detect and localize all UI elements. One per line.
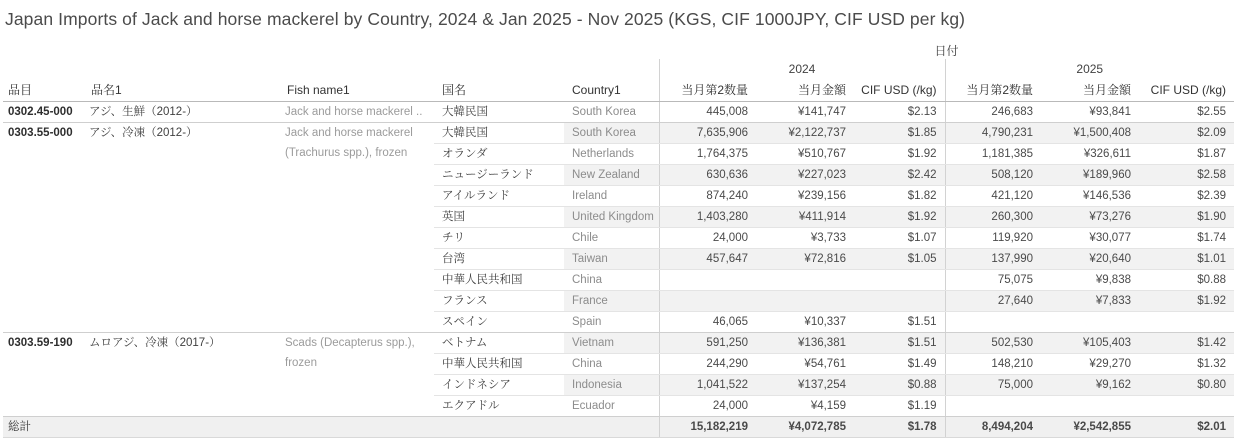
col-header-qty-2025[interactable]: 当月第2数量 — [945, 79, 1041, 101]
qty-cell-2025[interactable]: 119,920 — [945, 227, 1041, 248]
qty-cell-2024[interactable] — [659, 269, 756, 290]
col-header-cif-usd-2024[interactable]: CIF USD (/kg) — [854, 79, 945, 101]
cif-usd-cell-2024[interactable]: $1.49 — [854, 353, 945, 374]
qty-cell-2025[interactable]: 148,210 — [945, 353, 1041, 374]
cif-usd-cell-2025[interactable]: $1.87 — [1139, 143, 1234, 164]
amount-cell-2024[interactable]: ¥141,747 — [756, 101, 854, 122]
amount-cell-2024[interactable]: ¥4,159 — [756, 395, 854, 416]
grand-total-label[interactable]: 総計 — [3, 416, 659, 437]
qty-cell-2024[interactable]: 1,041,522 — [659, 374, 756, 395]
cif-usd-cell-2024[interactable]: $1.51 — [854, 311, 945, 332]
cif-usd-cell-2024[interactable]: $0.88 — [854, 374, 945, 395]
qty-cell-2024[interactable]: 630,636 — [659, 164, 756, 185]
amount-cell-2025[interactable]: ¥9,162 — [1041, 374, 1139, 395]
cif-usd-cell-2025[interactable]: $1.01 — [1139, 248, 1234, 269]
amount-cell-2024[interactable]: ¥239,156 — [756, 185, 854, 206]
year-2024-header[interactable]: 2024 — [659, 59, 945, 79]
amount-cell-2024[interactable]: ¥136,381 — [756, 332, 854, 353]
column-header-row — [3, 79, 1234, 101]
cif-usd-cell-2024[interactable]: $1.92 — [854, 143, 945, 164]
amount-cell-2024[interactable]: ¥2,122,737 — [756, 122, 854, 143]
cif-usd-cell-2025[interactable]: $0.80 — [1139, 374, 1234, 395]
qty-cell-2025[interactable]: 260,300 — [945, 206, 1041, 227]
qty-cell-2025[interactable]: 4,790,231 — [945, 122, 1041, 143]
amount-cell-2025[interactable] — [1041, 311, 1139, 332]
col-header-country-jp[interactable]: 国名 — [434, 79, 564, 101]
col-header-qty-2024[interactable]: 当月第2数量 — [659, 79, 756, 101]
country-en-cell[interactable]: South Korea — [564, 101, 659, 122]
country-jp-cell[interactable]: オランダ — [434, 143, 564, 164]
qty-cell-2025[interactable]: 502,530 — [945, 332, 1041, 353]
item-code-cell[interactable]: 0302.45-000 — [3, 101, 86, 122]
amount-cell-2025[interactable]: ¥30,077 — [1041, 227, 1139, 248]
qty-cell-2025[interactable]: 75,075 — [945, 269, 1041, 290]
cif-usd-cell-2025[interactable]: $1.74 — [1139, 227, 1234, 248]
cif-usd-cell-2024[interactable] — [854, 269, 945, 290]
amount-cell-2025[interactable]: ¥7,833 — [1041, 290, 1139, 311]
total-qty-cell-2024[interactable]: 15,182,219 — [659, 416, 756, 437]
amount-cell-2024[interactable]: ¥72,816 — [756, 248, 854, 269]
amount-cell-2024[interactable]: ¥3,733 — [756, 227, 854, 248]
country-en-cell[interactable]: Netherlands — [564, 143, 659, 164]
cif-usd-cell-2025[interactable]: $2.39 — [1139, 185, 1234, 206]
country-jp-cell[interactable]: 英国 — [434, 206, 564, 227]
qty-cell-2025[interactable]: 1,181,385 — [945, 143, 1041, 164]
amount-cell-2024[interactable]: ¥137,254 — [756, 374, 854, 395]
cif-usd-cell-2024[interactable]: $1.07 — [854, 227, 945, 248]
country-en-cell[interactable]: Vietnam — [564, 332, 659, 353]
cif-usd-cell-2024[interactable] — [854, 290, 945, 311]
qty-cell-2025[interactable]: 246,683 — [945, 101, 1041, 122]
cif-usd-cell-2024[interactable]: $2.13 — [854, 101, 945, 122]
cif-usd-cell-2025[interactable] — [1139, 311, 1234, 332]
header-spacer — [3, 59, 659, 79]
year-header-row — [3, 59, 1234, 79]
country-en-cell[interactable]: South Korea — [564, 122, 659, 143]
fish-name-cell[interactable]: Jack and horse mackerel .. — [282, 101, 434, 122]
qty-cell-2025[interactable] — [945, 395, 1041, 416]
amount-cell-2025[interactable]: ¥189,960 — [1041, 164, 1139, 185]
cif-usd-cell-2024[interactable]: $1.85 — [854, 122, 945, 143]
qty-cell-2024[interactable]: 244,290 — [659, 353, 756, 374]
total-qty-cell-2025[interactable]: 8,494,204 — [945, 416, 1041, 437]
qty-cell-2025[interactable] — [945, 311, 1041, 332]
cif-usd-cell-2024[interactable]: $1.92 — [854, 206, 945, 227]
amount-cell-2024[interactable] — [756, 290, 854, 311]
cif-usd-cell-2024[interactable]: $1.19 — [854, 395, 945, 416]
cif-usd-cell-2025[interactable]: $1.92 — [1139, 290, 1234, 311]
col-header-item-name-jp[interactable]: 品名1 — [86, 79, 282, 101]
country-en-cell[interactable]: France — [564, 290, 659, 311]
total-amount-cell-2024[interactable]: ¥4,072,785 — [756, 416, 854, 437]
amount-cell-2025[interactable]: ¥29,270 — [1041, 353, 1139, 374]
item-name-jp-cell[interactable]: アジ、冷凍（2012-） — [86, 122, 282, 332]
total-amount-cell-2025[interactable]: ¥2,542,855 — [1041, 416, 1139, 437]
country-jp-cell[interactable]: 台湾 — [434, 248, 564, 269]
table-row — [3, 122, 1234, 143]
cif-usd-cell-2025[interactable]: $2.58 — [1139, 164, 1234, 185]
amount-cell-2025[interactable]: ¥1,500,408 — [1041, 122, 1139, 143]
item-code-cell[interactable]: 0303.55-000 — [3, 122, 86, 332]
cif-usd-cell-2025[interactable]: $0.88 — [1139, 269, 1234, 290]
country-jp-cell[interactable]: エクアドル — [434, 395, 564, 416]
amount-cell-2025[interactable]: ¥73,276 — [1041, 206, 1139, 227]
cif-usd-cell-2025[interactable]: $1.32 — [1139, 353, 1234, 374]
amount-cell-2024[interactable]: ¥411,914 — [756, 206, 854, 227]
country-en-cell[interactable]: United Kingdom — [564, 206, 659, 227]
country-jp-cell[interactable]: インドネシア — [434, 374, 564, 395]
country-jp-cell[interactable]: チリ — [434, 227, 564, 248]
grand-total-row — [3, 416, 1234, 437]
country-jp-cell[interactable]: フランス — [434, 290, 564, 311]
amount-cell-2025[interactable]: ¥20,640 — [1041, 248, 1139, 269]
country-en-cell[interactable]: Spain — [564, 311, 659, 332]
country-jp-cell[interactable]: アイルランド — [434, 185, 564, 206]
country-en-cell[interactable]: China — [564, 269, 659, 290]
col-header-amount-2024[interactable]: 当月金額 — [756, 79, 854, 101]
amount-cell-2024[interactable]: ¥510,767 — [756, 143, 854, 164]
item-name-jp-cell[interactable]: アジ、生鮮（2012-） — [86, 101, 282, 122]
fish-name-cell[interactable]: Jack and horse mackerel (Trachurus spp.), frozen — [282, 122, 434, 332]
qty-cell-2025[interactable]: 421,120 — [945, 185, 1041, 206]
cif-usd-cell-2025[interactable]: $1.42 — [1139, 332, 1234, 353]
item-name-jp-cell[interactable]: ムロアジ、冷凍（2017-） — [86, 332, 282, 416]
table-row — [3, 332, 1234, 353]
qty-cell-2025[interactable]: 75,000 — [945, 374, 1041, 395]
qty-cell-2024[interactable]: 874,240 — [659, 185, 756, 206]
amount-cell-2025[interactable] — [1041, 395, 1139, 416]
country-jp-cell[interactable]: 大韓民国 — [434, 122, 564, 143]
col-header-country-en[interactable]: Country1 — [564, 79, 659, 101]
cif-usd-cell-2024[interactable]: $2.42 — [854, 164, 945, 185]
amount-cell-2024[interactable]: ¥54,761 — [756, 353, 854, 374]
col-header-amount-2025[interactable]: 当月金額 — [1041, 79, 1139, 101]
country-en-cell[interactable]: New Zealand — [564, 164, 659, 185]
cif-usd-cell-2025[interactable]: $1.90 — [1139, 206, 1234, 227]
qty-cell-2024[interactable]: 457,647 — [659, 248, 756, 269]
imports-crosstab-table — [3, 42, 1234, 438]
amount-cell-2025[interactable]: ¥326,611 — [1041, 143, 1139, 164]
country-en-cell[interactable]: Ecuador — [564, 395, 659, 416]
qty-cell-2025[interactable]: 27,640 — [945, 290, 1041, 311]
table-row — [3, 101, 1234, 122]
col-header-cif-usd-2025[interactable]: CIF USD (/kg) — [1139, 79, 1234, 101]
amount-cell-2025[interactable]: ¥93,841 — [1041, 101, 1139, 122]
cif-usd-cell-2024[interactable]: $1.82 — [854, 185, 945, 206]
country-jp-cell[interactable]: 中華人民共和国 — [434, 353, 564, 374]
qty-cell-2024[interactable]: 46,065 — [659, 311, 756, 332]
qty-cell-2024[interactable]: 7,635,906 — [659, 122, 756, 143]
country-en-cell[interactable]: Ireland — [564, 185, 659, 206]
qty-cell-2025[interactable]: 137,990 — [945, 248, 1041, 269]
amount-cell-2024[interactable]: ¥227,023 — [756, 164, 854, 185]
qty-cell-2024[interactable] — [659, 290, 756, 311]
date-dimension-header[interactable]: 日付 — [934, 44, 959, 58]
fish-name-cell[interactable]: Scads (Decapterus spp.), frozen — [282, 332, 434, 416]
cif-usd-cell-2025[interactable] — [1139, 395, 1234, 416]
qty-cell-2024[interactable]: 1,403,280 — [659, 206, 756, 227]
col-header-item-code[interactable]: 品目 — [3, 79, 86, 101]
amount-cell-2024[interactable] — [756, 269, 854, 290]
amount-cell-2025[interactable]: ¥105,403 — [1041, 332, 1139, 353]
country-jp-cell[interactable]: ベトナム — [434, 332, 564, 353]
header-spacer — [3, 42, 659, 59]
qty-cell-2024[interactable]: 445,008 — [659, 101, 756, 122]
total-cif-usd-cell-2025[interactable]: $2.01 — [1139, 416, 1234, 437]
country-jp-cell[interactable]: スペイン — [434, 311, 564, 332]
qty-cell-2024[interactable]: 591,250 — [659, 332, 756, 353]
country-jp-cell[interactable]: 中華人民共和国 — [434, 269, 564, 290]
cif-usd-cell-2025[interactable]: $2.09 — [1139, 122, 1234, 143]
qty-cell-2024[interactable]: 24,000 — [659, 227, 756, 248]
country-en-cell[interactable]: Indonesia — [564, 374, 659, 395]
amount-cell-2024[interactable]: ¥10,337 — [756, 311, 854, 332]
qty-cell-2024[interactable]: 24,000 — [659, 395, 756, 416]
item-code-cell[interactable]: 0303.59-190 — [3, 332, 86, 416]
total-cif-usd-cell-2024[interactable]: $1.78 — [854, 416, 945, 437]
country-jp-cell[interactable]: 大韓民国 — [434, 101, 564, 122]
qty-cell-2025[interactable]: 508,120 — [945, 164, 1041, 185]
country-jp-cell[interactable]: ニュージーランド — [434, 164, 564, 185]
cif-usd-cell-2025[interactable]: $2.55 — [1139, 101, 1234, 122]
table-header — [3, 42, 1234, 101]
country-en-cell[interactable]: China — [564, 353, 659, 374]
date-header-row — [3, 42, 1234, 59]
country-en-cell[interactable]: Taiwan — [564, 248, 659, 269]
table-body — [3, 101, 1234, 437]
qty-cell-2024[interactable]: 1,764,375 — [659, 143, 756, 164]
amount-cell-2025[interactable]: ¥146,536 — [1041, 185, 1139, 206]
col-header-fish-name[interactable]: Fish name1 — [282, 79, 434, 101]
cif-usd-cell-2024[interactable]: $1.05 — [854, 248, 945, 269]
cif-usd-cell-2024[interactable]: $1.51 — [854, 332, 945, 353]
page-title: Japan Imports of Jack and horse mackerel by Country, 2024 & Jan 2025 - Nov 2025 (KGS, CIF 1000JPY, CIF USD per kg) — [5, 9, 966, 29]
amount-cell-2025[interactable]: ¥9,838 — [1041, 269, 1139, 290]
country-en-cell[interactable]: Chile — [564, 227, 659, 248]
year-2025-header[interactable]: 2025 — [945, 59, 1234, 79]
